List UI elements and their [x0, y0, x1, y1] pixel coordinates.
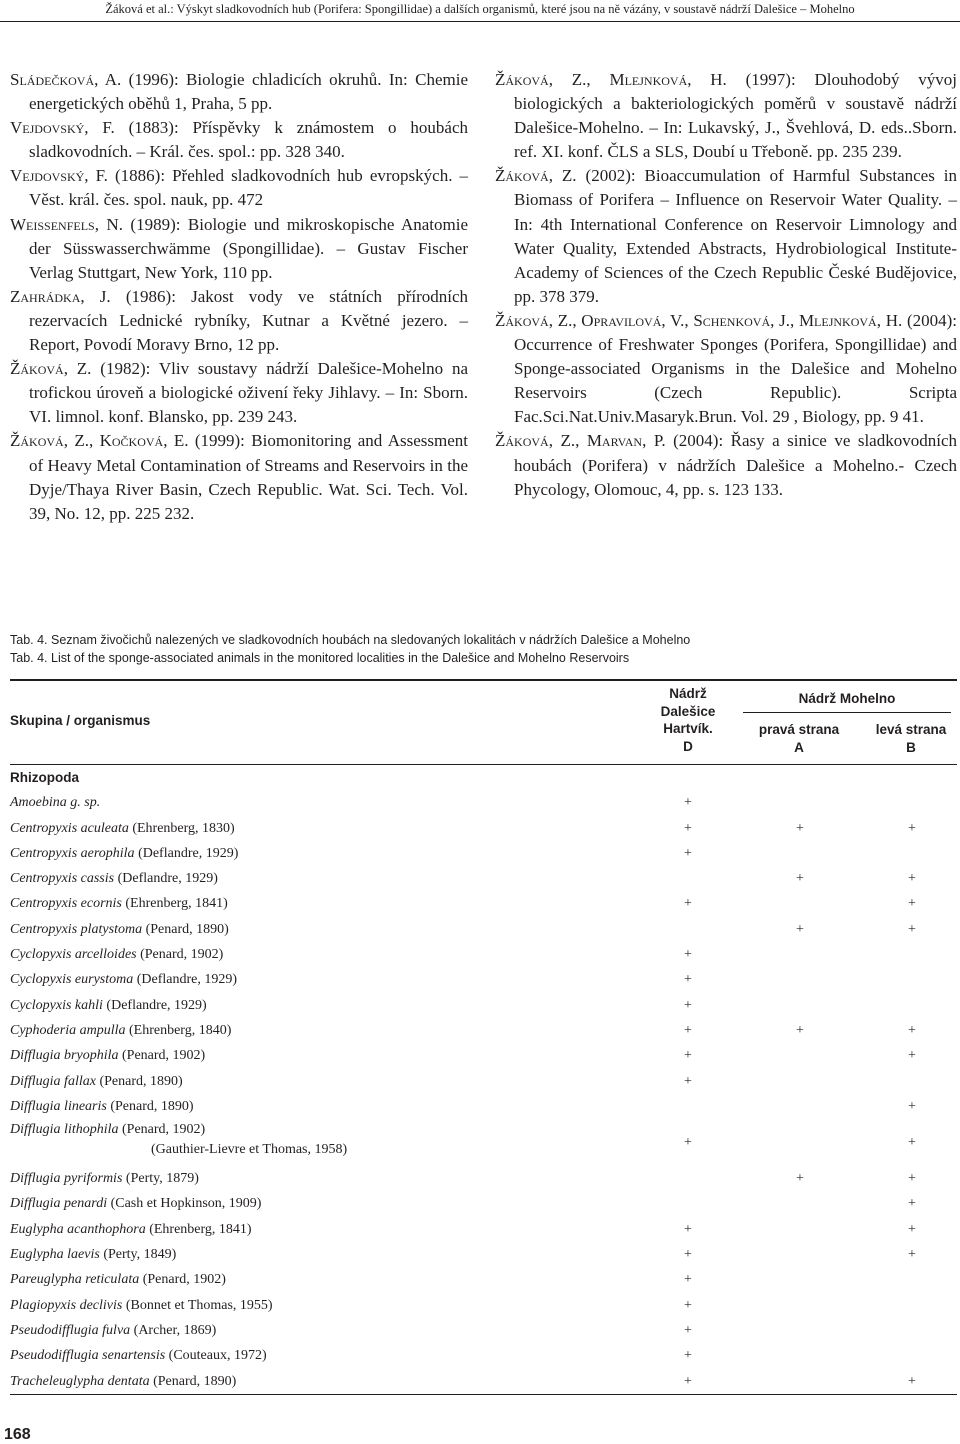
- organism-name: [10, 1293, 273, 1318]
- reference-entry: Sládečková, A. (1996): Biologie chladicích okruhů. In: Chemie energetických oběhů 1, Praha, 5 pp.: [10, 70, 468, 114]
- presence-mohelno-left: +: [908, 1098, 916, 1114]
- organism-name: [10, 1166, 199, 1191]
- presence-mohelno-left: +: [908, 1196, 916, 1212]
- organism-name: [10, 866, 218, 891]
- organism-name: [10, 1267, 226, 1292]
- table-row: [10, 1191, 957, 1216]
- presence-mohelno-left: +: [908, 1048, 916, 1064]
- running-head: Žáková et al.: Výskyt sladkovodních hub (Porifera: Spongillidae) a dalších organismů, které jsou na ně vázány, v soustavě nádrží Dalešice – Mohelno: [0, 0, 960, 22]
- organism-name: [10, 790, 100, 815]
- reference-entry: Žáková, Z., Opravilová, V., Schenková, J., Mlejnková, H. (2004): Occurrence of Freshwater Sponges (Porifera, Spongillidae) and Sponge-associated Organisms in the Dalešice and Mohelno Reservoirs (Czech Republic). Scripta Fac.Sci.Nat.Univ.Masaryk.Brun. Vol. 29 , Biology, pp. 9 41.: [495, 310, 957, 427]
- organism-name: [10, 1242, 176, 1267]
- presence-dalesice: +: [684, 1022, 692, 1038]
- organism-name: [10, 1119, 347, 1159]
- species-name: Centropyxis cassis: [10, 871, 115, 887]
- species-author: (Bonnet et Thomas, 1955): [125, 1297, 273, 1313]
- presence-mohelno-left: +: [908, 1247, 916, 1263]
- species-author: (Ehrenberg, 1841): [149, 1221, 252, 1237]
- organism-name: [10, 1069, 183, 1094]
- presence-dalesice: +: [684, 820, 692, 836]
- presence-dalesice: +: [684, 1048, 692, 1064]
- reference-entry: Žáková, Z., Marvan, P. (2004): Řasy a sinice ve sladkovodních houbách (Porifera) v nádržích Dalešice a Mohelno.- Czech Phycology, Olomouc, 4, pp. s. 123 133.: [495, 431, 957, 499]
- organism-name: [10, 1343, 267, 1368]
- table-row: [10, 967, 957, 992]
- species-name: Cyclopyxis eurystoma: [10, 972, 134, 988]
- presence-mohelno-left: +: [908, 1373, 916, 1389]
- species-author: (Penard, 1890): [153, 1373, 237, 1389]
- header-mohelno: Nádrž Mohelno: [798, 691, 896, 706]
- presence-dalesice: +: [684, 1272, 692, 1288]
- species-name: Amoebina g. sp.: [10, 795, 101, 811]
- table-row: [10, 1018, 957, 1043]
- presence-mohelno-left: +: [908, 921, 916, 937]
- references-right-column: [495, 68, 957, 502]
- species-name: Centropyxis ecornis: [10, 896, 122, 912]
- species-name: Centropyxis aerophila: [10, 845, 135, 861]
- presence-dalesice: +: [684, 1322, 692, 1338]
- presence-dalesice: +: [684, 1135, 692, 1151]
- presence-mohelno-right: +: [796, 1171, 804, 1187]
- reference-entry: Vejdovský, F. (1883): Příspěvky k známostem o houbách sladkovodních. – Král. čes. spol.: pp. 328 340.: [10, 118, 469, 162]
- presence-dalesice: +: [684, 972, 692, 988]
- species-name: Pareuglypha reticulata: [10, 1272, 140, 1288]
- species-name: Difflugia lithophila: [10, 1122, 119, 1138]
- presence-dalesice: +: [684, 1073, 692, 1089]
- species-name: Tracheleuglypha dentata: [10, 1373, 150, 1389]
- table-row: [10, 993, 957, 1018]
- table-row: [10, 866, 957, 891]
- presence-dalesice: +: [684, 1221, 692, 1237]
- table-row: [10, 790, 957, 815]
- organism-name: [10, 1094, 194, 1119]
- species-author: (Ehrenberg, 1841): [125, 896, 228, 912]
- species-author: (Penard, 1890): [110, 1098, 194, 1114]
- presence-mohelno-left: +: [908, 1022, 916, 1038]
- organism-name: [10, 993, 207, 1018]
- species-name: Centropyxis aculeata: [10, 820, 129, 836]
- organism-name: [10, 891, 228, 916]
- reference-entry: Zahrádka, J. (1986): Jakost vody ve státních přírodních rezervacích Lednické rybníky, Kutnar a Květné jezero. – Report, Povodí Moravy Brno, 12 pp.: [10, 286, 469, 355]
- species-author: (Penard, 1902): [140, 947, 224, 963]
- presence-mohelno-left: +: [908, 1221, 916, 1237]
- table-row: [10, 1293, 957, 1318]
- organism-name: [10, 917, 229, 942]
- species-name: Difflugia penardi: [10, 1196, 108, 1212]
- species-author: (Perty, 1879): [125, 1171, 199, 1187]
- presence-dalesice: +: [684, 1373, 692, 1389]
- reference-entry: Žáková, Z. (2002): Bioaccumulation of Harmful Substances in Biomass of Porifera – Influence on Reservoir Water Quality. – In: 4th International Conference on Reservoir Limnology and Water Quality, Extended Abstracts, Hydrobiological Institute- Academy of Sciences of the Czech Republic České Budějovice, pp. 378 379.: [495, 166, 958, 306]
- presence-mohelno-left: +: [908, 1171, 916, 1187]
- presence-dalesice: +: [684, 947, 692, 963]
- reference-entry: Žáková, Z., Kočková, E. (1999): Biomonitoring and Assessment of Heavy Metal Contamination of Streams and Reservoirs in the Dyje/Thaya River Basin, Czech Republic. Wat. Sci. Tech. Vol. 39, No. 12, pp. 225 232.: [10, 431, 469, 523]
- species-author: (Cash et Hopkinson, 1909): [110, 1196, 262, 1212]
- species-author: (Penard, 1902): [122, 1122, 206, 1138]
- table-row: [10, 891, 957, 916]
- table-row: [10, 1242, 957, 1267]
- table-header: [10, 681, 957, 765]
- species-name: Difflugia fallax: [10, 1073, 96, 1089]
- species-author: (Ehrenberg, 1840): [129, 1022, 232, 1038]
- presence-mohelno-left: +: [908, 820, 916, 836]
- table-row: [10, 942, 957, 967]
- table-row: [10, 1119, 957, 1166]
- table-row: [10, 1166, 957, 1191]
- species-author: (Penard, 1902): [142, 1272, 226, 1288]
- table-body: [10, 765, 957, 1394]
- species-author: (Ehrenberg, 1830): [132, 820, 235, 836]
- table-captions: [10, 632, 950, 667]
- species-name: Cyphoderia ampulla: [10, 1022, 126, 1038]
- references-left-column: [10, 68, 468, 526]
- species-author: (Penard, 1890): [99, 1073, 183, 1089]
- organism-name: [10, 816, 235, 841]
- organism-name: [10, 1217, 252, 1242]
- table-row: [10, 1217, 957, 1242]
- species-name: Difflugia linearis: [10, 1098, 107, 1114]
- species-name: Cyclopyxis arcelloides: [10, 947, 137, 963]
- species-author: (Deflandre, 1929): [106, 997, 207, 1013]
- table-row: [10, 841, 957, 866]
- table-row: [10, 917, 957, 942]
- species-author: (Penard, 1890): [145, 921, 229, 937]
- table-caption-cz: Tab. 4. Seznam živočichů nalezených ve sladkovodních houbách na sledovaných lokalitách v nádržích Dalešice a Mohelno: [10, 633, 691, 647]
- header-mohelno-rule: [743, 712, 951, 713]
- species-author: (Deflandre, 1929): [136, 972, 238, 988]
- organism-name: [10, 1369, 236, 1394]
- species-author: (Deflandre, 1929): [138, 845, 239, 861]
- reference-entry: Vejdovský, F. (1886): Přehled sladkovodních hub evropských. – Věst. král. čes. spol. nauk, pp. 472: [10, 166, 469, 210]
- species-author-secondary: (Gauthier-Lievre et Thomas, 1958): [151, 1142, 348, 1158]
- species-name: Euglypha laevis: [10, 1247, 100, 1263]
- presence-dalesice: +: [684, 997, 692, 1013]
- page-number: 168: [4, 1426, 31, 1443]
- organism-name: [10, 841, 238, 866]
- table-row: [10, 816, 957, 841]
- organism-name: [10, 1318, 216, 1343]
- presence-mohelno-left: +: [908, 1135, 916, 1151]
- table-row: [10, 1267, 957, 1292]
- species-author: (Couteaux, 1972): [168, 1348, 267, 1364]
- species-author: (Deflandre, 1929): [117, 871, 218, 887]
- reference-entry: Žáková, Z. (1982): Vliv soustavy nádrží Dalešice-Mohelno na trofickou úroveň a biologické oživení řeky Jihlavy. – In: Sborn. VI. limnol. konf. Blansko, pp. 239 243.: [10, 359, 468, 427]
- presence-dalesice: +: [684, 1348, 692, 1364]
- organism-name: [10, 967, 237, 992]
- presence-mohelno-right: +: [796, 1022, 804, 1038]
- species-author: (Archer, 1869): [133, 1322, 217, 1338]
- table-row: [10, 1318, 957, 1343]
- table-caption-en: Tab. 4. List of the sponge-associated animals in the monitored localities in the Dalešice and Mohelno Reservoirs: [10, 650, 630, 665]
- presence-mohelno-left: +: [908, 896, 916, 912]
- presence-mohelno-left: +: [908, 871, 916, 887]
- species-name: Difflugia bryophila: [10, 1048, 119, 1064]
- table-row: [10, 1369, 957, 1394]
- organism-name: [10, 1191, 261, 1216]
- table-row: [10, 1043, 957, 1068]
- header-dalesice: Nádrž Dalešice Hartvík. D: [660, 686, 716, 754]
- header-group-organism: Skupina / organismus: [10, 713, 151, 728]
- presence-dalesice: +: [684, 1297, 692, 1313]
- species-table: [10, 679, 957, 1395]
- table-bottom-rule: [10, 1394, 957, 1395]
- presence-mohelno-right: +: [796, 921, 804, 937]
- table-row: [10, 1343, 957, 1368]
- table-row: [10, 1069, 957, 1094]
- presence-dalesice: +: [684, 795, 692, 811]
- reference-entry: Weissenfels, N. (1989): Biologie und mikroskopische Anatomie der Süsswasserchwämme (Spongillidae). – Gustav Fischer Verlag Stuttgart, New York, 110 pp.: [10, 214, 469, 282]
- species-author: (Penard, 1902): [122, 1048, 206, 1064]
- presence-dalesice: +: [684, 845, 692, 861]
- table-group-row: Rhizopoda: [10, 770, 79, 785]
- species-name: Pseudodifflugia fulva: [10, 1322, 131, 1338]
- presence-mohelno-right: +: [796, 871, 804, 887]
- species-name: Cyclopyxis kahli: [10, 997, 103, 1013]
- species-name: Pseudodifflugia senartensis: [10, 1348, 166, 1364]
- presence-dalesice: +: [684, 896, 692, 912]
- organism-name: [10, 1043, 205, 1068]
- organism-name: [10, 1018, 231, 1043]
- organism-name: [10, 942, 223, 967]
- presence-mohelno-right: +: [796, 820, 804, 836]
- species-author: (Perty, 1849): [103, 1247, 177, 1263]
- species-name: Centropyxis platystoma: [10, 921, 143, 937]
- table-row: [10, 1094, 957, 1119]
- presence-dalesice: +: [684, 1247, 692, 1263]
- header-right-bank: pravá strana A: [758, 722, 840, 755]
- species-name: Difflugia pyriformis: [10, 1171, 123, 1187]
- reference-entry: Žáková, Z., Mlejnková, H. (1997): Dlouhodobý vývoj biologických a bakteriologických poměrů v soustavě nádrží Dalešice-Mohelno. – In: Lukavský, J., Švehlová, D. eds..Sborn. ref. XI. konf. ČLS a SLS, Doubí u Třeboně. pp. 235 239.: [495, 70, 957, 162]
- header-left-bank: levá strana B: [875, 722, 947, 755]
- species-name: Euglypha acanthophora: [10, 1221, 146, 1237]
- species-name: Plagiopyxis declivis: [10, 1297, 123, 1313]
